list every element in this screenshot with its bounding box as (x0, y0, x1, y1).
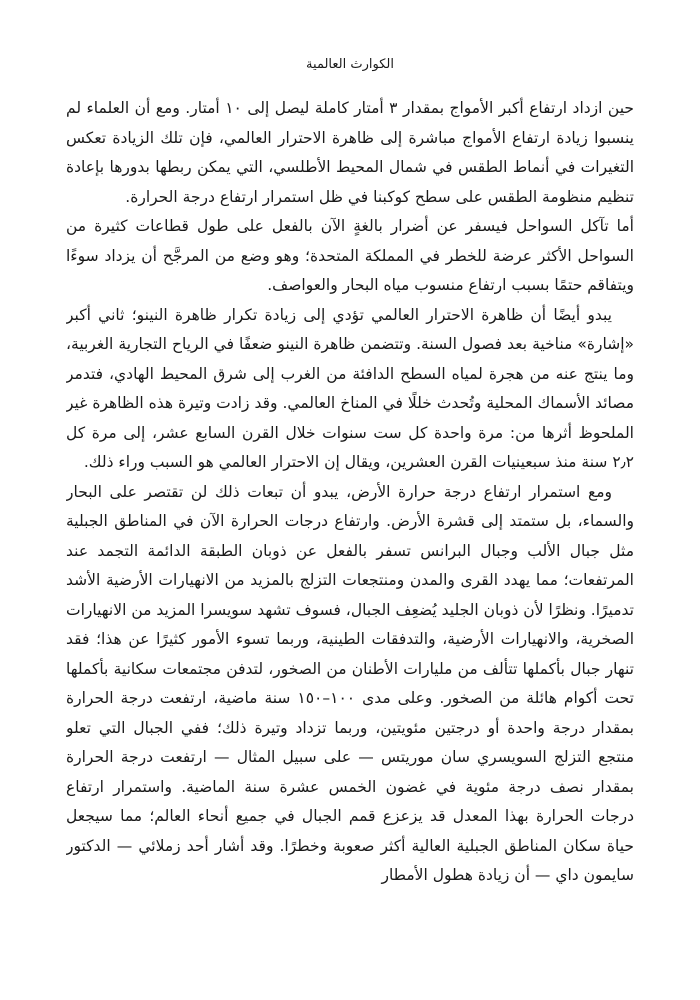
running-head-title: الكوارث العالمية (306, 57, 394, 72)
body-text (66, 94, 634, 891)
paragraph-3: يبدو أيضًا أن ظاهرة الاحترار العالمي تؤدي إلى زيادة تكرار ظاهرة النينو؛ ثاني أكبر «إشارة» مناخية بعد فصول السنة. وتتضمن ظاهرة النينو ضعفًا في الرياح التجارية الغربية، وما ينتج عنه من هجرة لمياه السطح الدافئة من الغرب إلى شرق المحيط الهادي، فتدمر مصائد الأسماك المحلية وتُحدث خللًا في المناخ العالمي. وقد زادت وتيرة هذه الظاهرة غير الملحوظ أثرها من: مرة واحدة كل ست سنوات خلال القرن السابع عشر، إلى مرة كل ٢٫٢ سنة منذ سبعينيات القرن العشرين، ويقال إن الاحترار العالمي هو السبب وراء ذلك. (66, 305, 634, 471)
paragraph-4: ومع استمرار ارتفاع درجة حرارة الأرض، يبدو أن تبعات ذلك لن تقتصر على البحار والسماء، بل ستمتد إلى قشرة الأرض. وارتفاع درجات الحرارة الآن في المناطق الجبلية مثل جبال الألب وجبال البرانس تسفر بالفعل عن ذوبان الطبقة الدائمة التجمد عند المرتفعات؛ مما يهدد القرى والمدن ومنتجعات التزلج بالمزيد من الانهيارات الأرضية الأشد تدميرًا. ونظرًا لأن ذوبان الجليد يُضعِف الجبال، فسوف تشهد سويسرا المزيد من الانهيارات الصخرية، والانهيارات الأرضية، والتدفقات الطينية، وربما تسوء الأمور كثيرًا عن هذا؛ فقد تنهار جبال بأكملها تتألف من مليارات الأطنان من الصخور، لتدفن مجتمعات سكانية بأكملها تحت أكوام هائلة من الصخور. وعلى مدى ١٠٠–١٥٠ سنة ماضية، ارتفعت درجة الحرارة بمقدار درجة واحدة أو درجتين مئويتين، وربما تزداد وتيرة ذلك؛ ففي الجبال التي تعلو منتجع التزلج السويسري سان موريتس — على سبيل المثال — ارتفعت درجة الحرارة بمقدار نصف درجة مئوية في غضون الخمس عشرة سنة الماضية. واستمرار ارتفاع درجات الحرارة بهذا المعدل قد يزعزع قمم الجبال في جميع أنحاء العالم؛ مما سيجعل حياة سكان المناطق الجبلية العالية أكثر صعوبة وخطرًا. وقد أشار أحد زملائي — الدكتور سايمون داي — أن زيادة هطول الأمطار (66, 482, 634, 884)
paragraph-2: أما تآكل السواحل فيسفر عن أضرار بالغةٍ الآن بالفعل على طول قطاعات كثيرة من السواحل الأكثر عرضة للخطر في المملكة المتحدة؛ وهو وضع من المرجَّح أن يزداد سوءًا ويتفاقم حتمًا بسبب ارتفاع منسوب مياه البحار والعواصف. (66, 217, 634, 294)
paragraph-1: حين ازداد ارتفاع أكبر الأمواج بمقدار ٣ أمتار كاملة ليصل إلى ١٠ أمتار. ومع أن العلماء لم ينسبوا زيادة ارتفاع الأمواج مباشرة إلى ظاهرة الاحترار العالمي، فإن تلك الزيادة تعكس التغيرات في أنماط الطقس في شمال المحيط الأطلسي، التي يمكن ربطها بدورها بإعادة تنظيم منظومة الطقس على سطح كوكبنا في ظل استمرار ارتفاع درجة الحرارة. (66, 99, 634, 206)
book-page (66, 0, 634, 1000)
